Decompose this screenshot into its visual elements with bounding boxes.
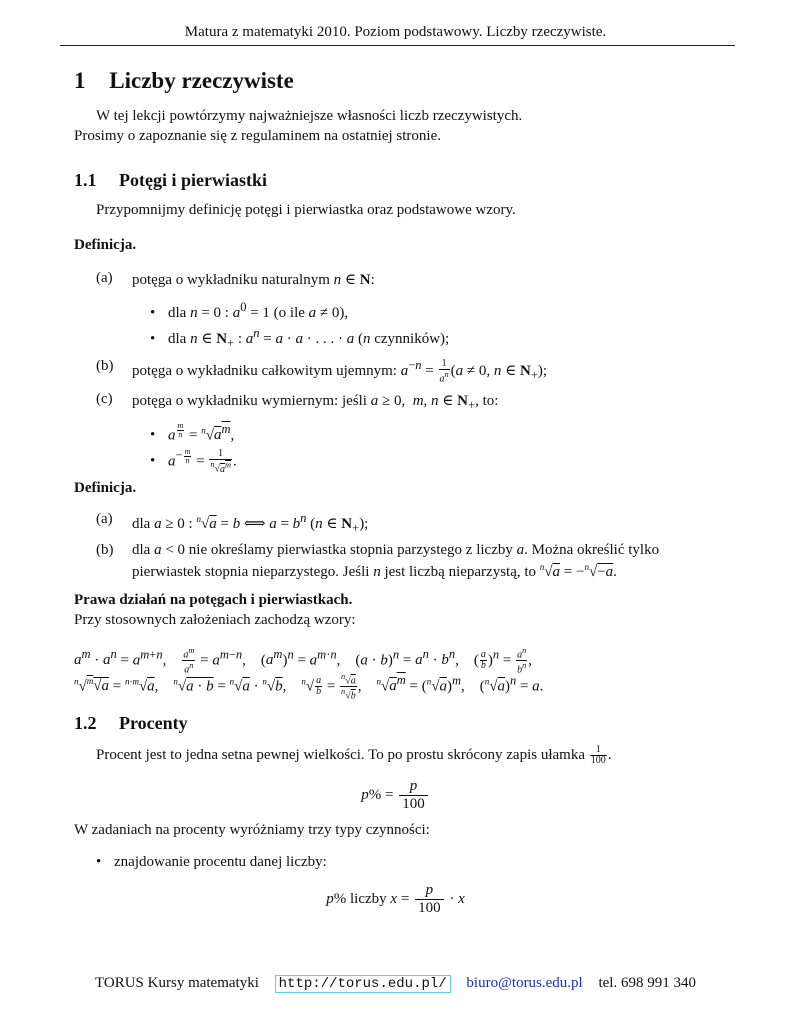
definition-1-bullet-2: • dla n ∈ $N_+$ : $a^n = a \cdot a$ · . . . · a (n czynników);	[150, 326, 450, 350]
section-1-1-intro: Przypomnijmy definicję potęgi i pierwiastka oraz podstawowe wzory.	[96, 202, 516, 218]
footer-company: TORUS Kursy matematyki	[95, 975, 259, 991]
definition-2-item-a: (a) dla a ≥ 0 : $^n$√a = b ⟺ $a = b^n$ (n ∈ $N_+$);	[96, 511, 369, 535]
percent-of-number-formula: p% liczby x = $\frac{p}{100}$ · x	[326, 882, 465, 916]
section-1-1-title: Potęgi i pierwiastki	[119, 170, 267, 190]
percent-type-bullet-1: • znajdowanie procentu danej liczby:	[96, 854, 327, 870]
definition-1-item-a	[96, 270, 375, 288]
root-laws-formula-row: $^n$√$^m$√a = $^{n\cdot m}$√a, $^n$√a · b = $^n$√a · $^n$√b, $^n$√ $\frac{a}{b}$ = $\frac{^n√a}{^n√b}$ , $^n√a^m = (^n√a)^m$, $(^n√a)^n = a$.	[74, 672, 544, 702]
section-1-title: Liczby rzeczywiste	[109, 68, 294, 93]
header-rule	[60, 45, 735, 46]
section-1-heading	[74, 68, 294, 94]
section-1-intro-line-2: Prosimy o zapoznanie się z regulaminem na ostatniej stronie.	[74, 128, 441, 144]
footer-email-link[interactable]: biuro@torus.edu.pl	[466, 975, 583, 991]
item-c-text: potęga o wykładniku wymiernym: jeśli a ≥ 0, m, n ∈ $N_+$, to:	[132, 393, 499, 412]
page-footer	[0, 975, 791, 992]
power-laws-formula-row: $a^m \cdot a^n = a^{m+n}$, $\frac{a^m}{a^n}$ = $a^{m-n}$, $(a^m)^n = a^{m\cdot n}$, $(a \cdot b)^n = a^n \cdot b^n$, ( $\frac{a}{b}$ )$^n$ = $\frac{a^n}{b^n}$ ,	[74, 646, 532, 676]
item-a-text: potęga o wykładniku naturalnym n ∈ N:	[132, 272, 375, 288]
footer-url-link[interactable]: http://torus.edu.pl/	[275, 975, 451, 993]
definition-1-heading: Definicja.	[74, 237, 137, 253]
laws-intro: Przy stosownych założeniach zachodzą wzory:	[74, 612, 356, 628]
section-1-intro-line-1: W tej lekcji powtórzymy najważniejsze własności liczb rzeczywistych.	[96, 108, 523, 124]
section-1-2-number: 1.2	[74, 713, 97, 733]
footer-phone: tel. 698 991 340	[598, 975, 696, 991]
definition-2-item-b-line-2: pierwiastek stopnia nieparzystego. Jeśli n jest liczbą nieparzystą, to $^n$√a = −$^n$√−a.	[132, 562, 617, 580]
definition-1-bullet-3: • a $^{\frac{m}{n}}$ = $^n√a^m$,	[150, 421, 235, 444]
percent-definition-formula: p% = $\frac{p}{100}$	[0, 778, 791, 813]
definition-2-item-b: (b) dla a < 0 nie określamy pierwiastka stopnia parzystego z liczby a. Można określić tylko	[96, 542, 660, 558]
definition-2-heading: Definicja.	[74, 480, 137, 496]
section-1-1-heading	[74, 170, 267, 191]
section-1-1-number: 1.1	[74, 170, 97, 190]
definition-1-item-b	[96, 357, 548, 385]
definition-1-item-c	[96, 391, 499, 412]
running-header: Matura z matematyki 2010. Poziom podstawowy. Liczby rzeczywiste.	[184, 24, 607, 40]
section-1-2-heading	[74, 713, 188, 734]
percent-types-intro: W zadaniach na procenty wyróżniamy trzy typy czynności:	[74, 822, 430, 838]
section-1-2-title: Procenty	[119, 713, 188, 733]
laws-heading: Prawa działań na potęgach i pierwiastkach.	[74, 592, 353, 608]
formula: n	[333, 272, 342, 288]
definition-1-bullet-1: • dla n = 0 : $a^0 = 1$ (o ile a ≠ 0),	[150, 300, 349, 321]
item-b-label: (b)	[96, 358, 114, 374]
item-b-text: potęga o wykładniku całkowitym ujemnym: $a^{-n}$ = $\frac{1}{a^n}$ (a ≠ 0, n ∈ $N_+$);	[132, 357, 548, 385]
section-1-number: 1	[74, 68, 86, 93]
definition-1-bullet-4: • $a^{- \frac{m}{n}}$ = $\frac{1}{^n√a^m}$ .	[150, 447, 237, 475]
item-c-label: (c)	[96, 391, 113, 407]
item-a-label: (a)	[96, 270, 113, 286]
section-1-2-intro: Procent jest to jedna setna pewnej wielkości. To po prostu skrócony zapis ułamka $\frac{1}{100}$ .	[96, 744, 612, 766]
